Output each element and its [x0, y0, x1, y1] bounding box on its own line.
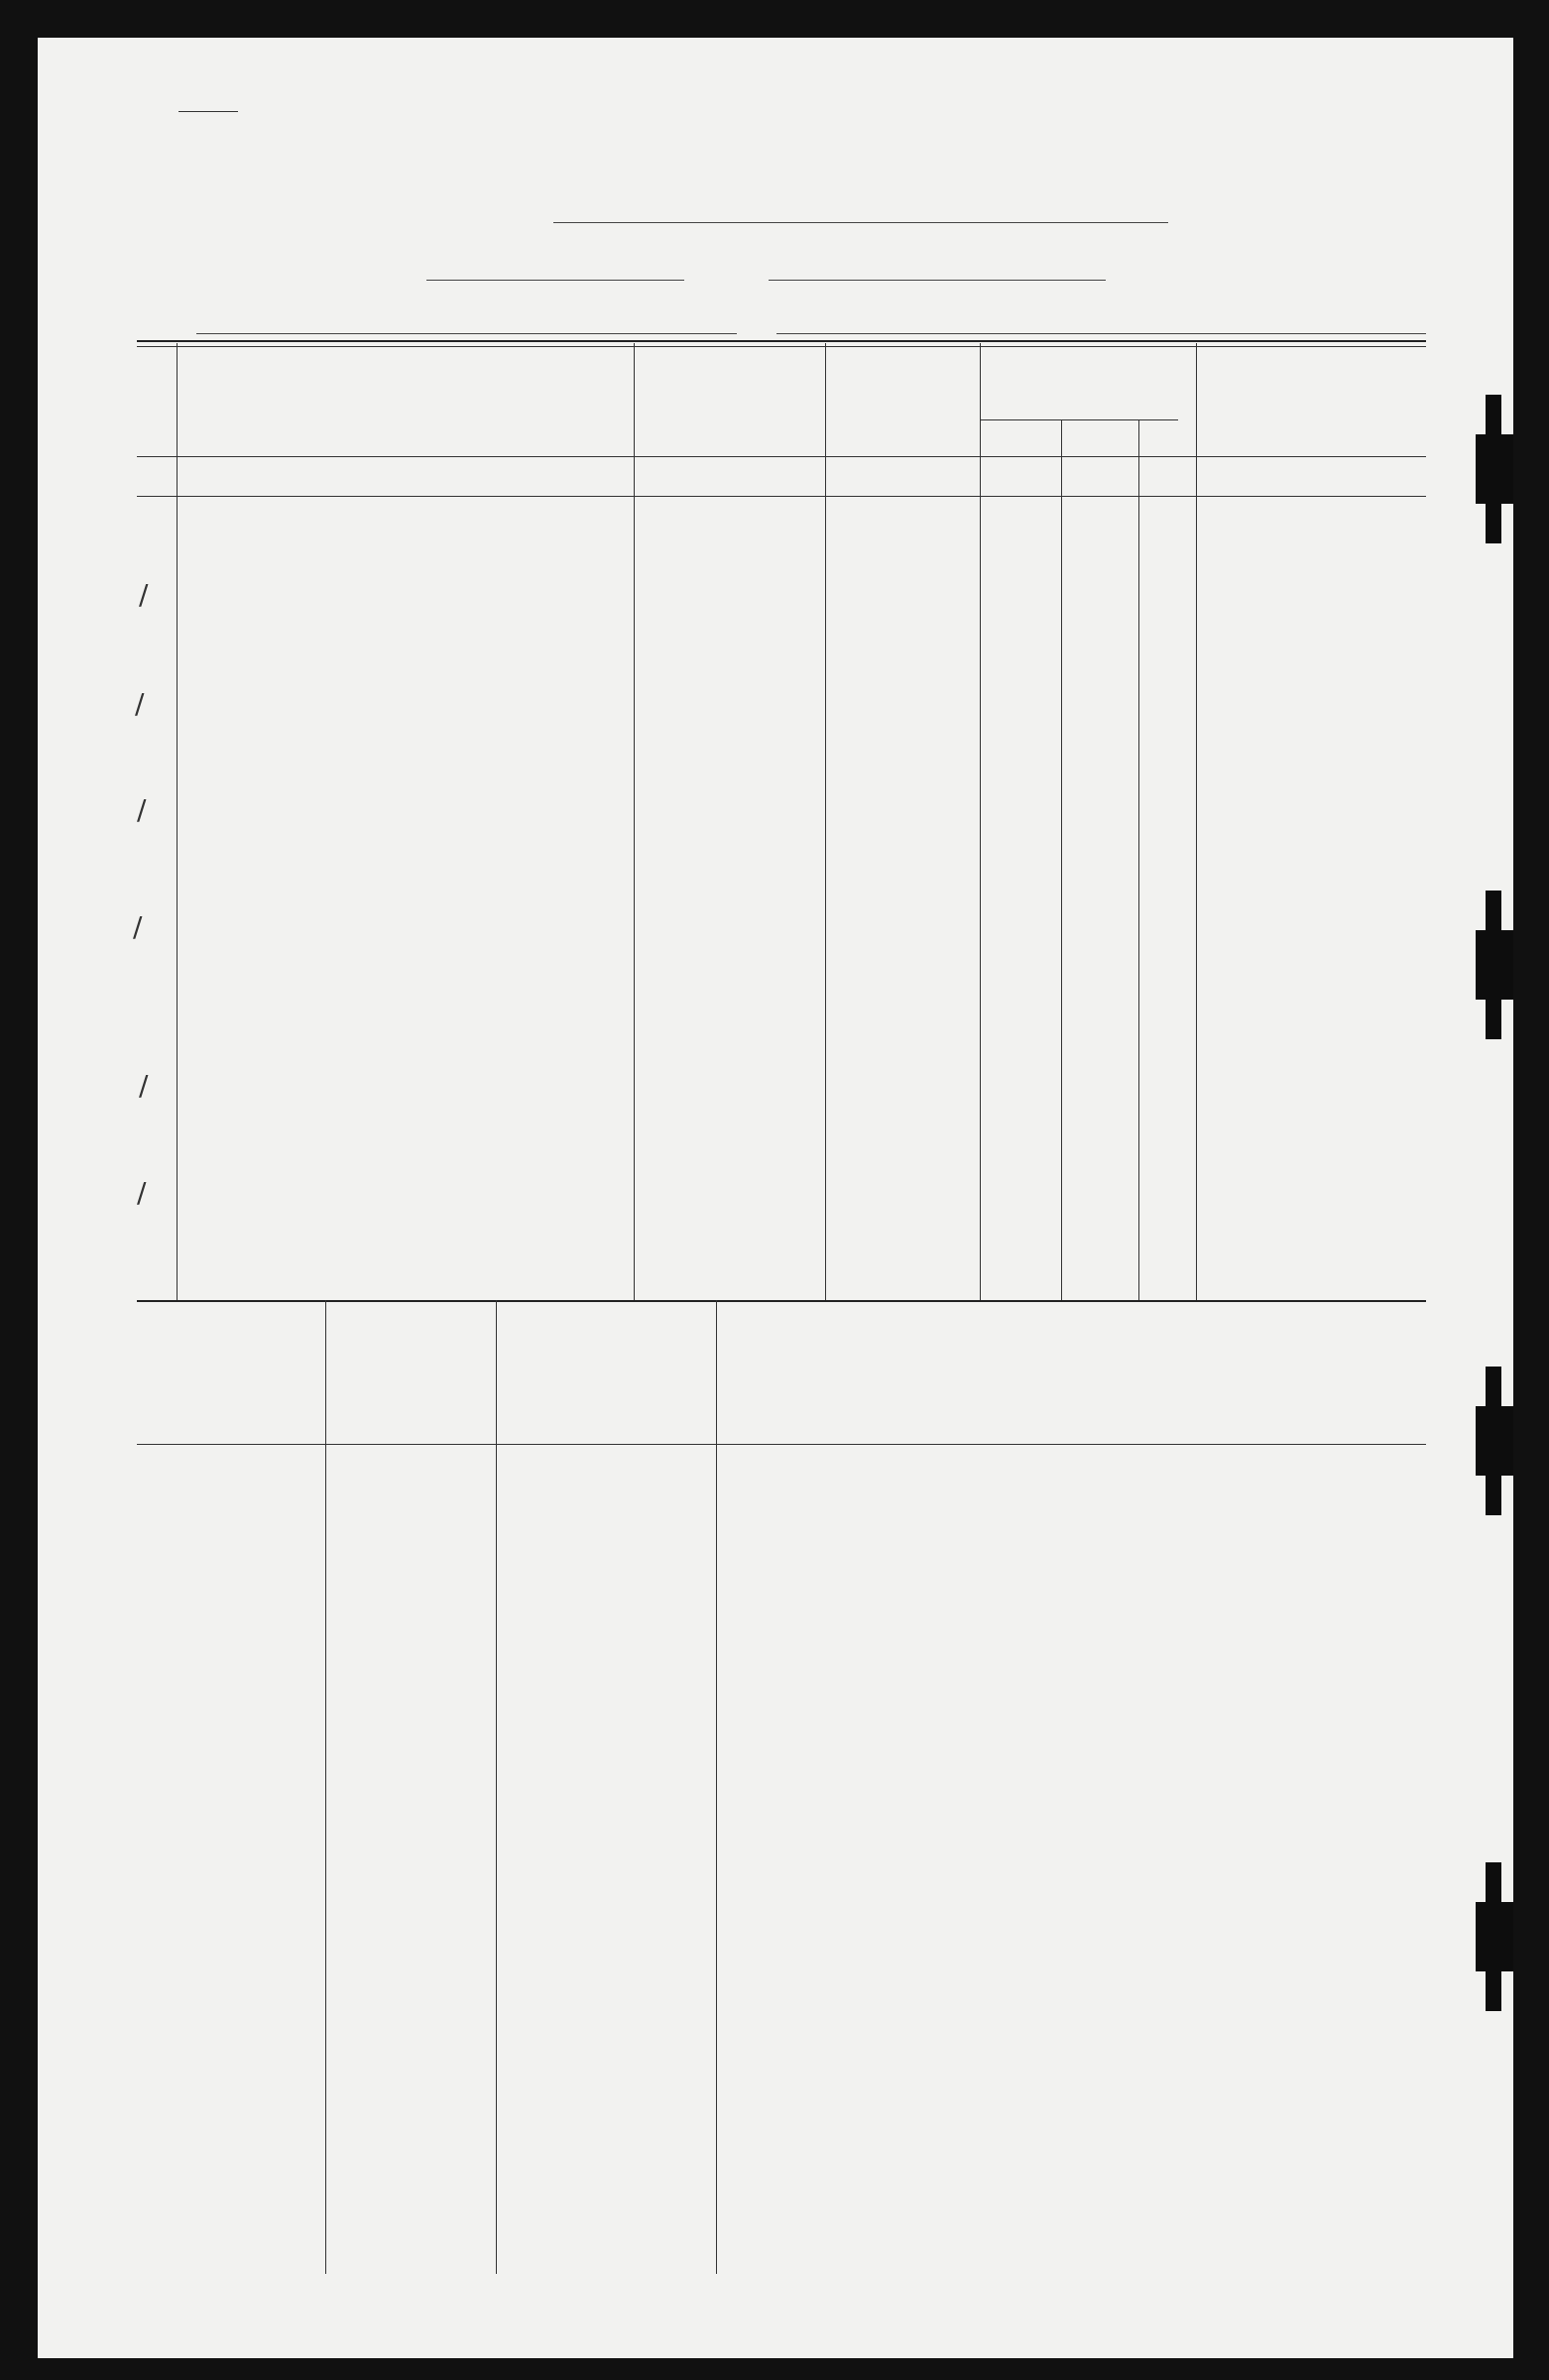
- top-col-line-d: [980, 343, 981, 1300]
- top-table-rule-2: [137, 346, 1426, 347]
- to-underline: [776, 333, 1426, 334]
- report-sheet: [38, 38, 1513, 2358]
- top-col-line-a: [177, 343, 178, 1300]
- ship-underline: [553, 222, 1168, 223]
- top-header-bottom-rule: [137, 456, 1426, 457]
- binder-tab: [1476, 434, 1513, 504]
- enlistment-subrule: [980, 419, 1178, 420]
- check-mark: /: [139, 578, 149, 611]
- bottom-col-line-b: [496, 1300, 497, 2274]
- check-mark: /: [139, 1069, 149, 1102]
- top-table-rule: [137, 340, 1426, 342]
- bottom-header-rule: [137, 1444, 1426, 1445]
- from-underline: [196, 333, 737, 334]
- day-underline: [426, 280, 684, 281]
- top-col-line-e: [1061, 419, 1062, 1300]
- top-col-line-f: [1138, 419, 1139, 1300]
- top-col-line-g: [1196, 343, 1197, 1300]
- page-number-line: [179, 111, 238, 112]
- check-mark: /: [137, 1176, 147, 1209]
- month-underline: [769, 280, 1106, 281]
- binder-tab: [1476, 1902, 1513, 1971]
- bottom-col-line-c: [716, 1300, 717, 2274]
- check-mark: /: [133, 910, 143, 943]
- check-mark: /: [137, 793, 147, 826]
- top-col-line-b: [634, 343, 635, 1300]
- top-header-final-rule: [137, 496, 1426, 497]
- bottom-col-line-a: [325, 1300, 326, 2274]
- top-col-line-c: [825, 343, 826, 1300]
- check-mark: /: [135, 687, 145, 720]
- binder-tab: [1476, 930, 1513, 1000]
- bottom-table-rule: [137, 1300, 1426, 1302]
- binder-tab: [1476, 1406, 1513, 1476]
